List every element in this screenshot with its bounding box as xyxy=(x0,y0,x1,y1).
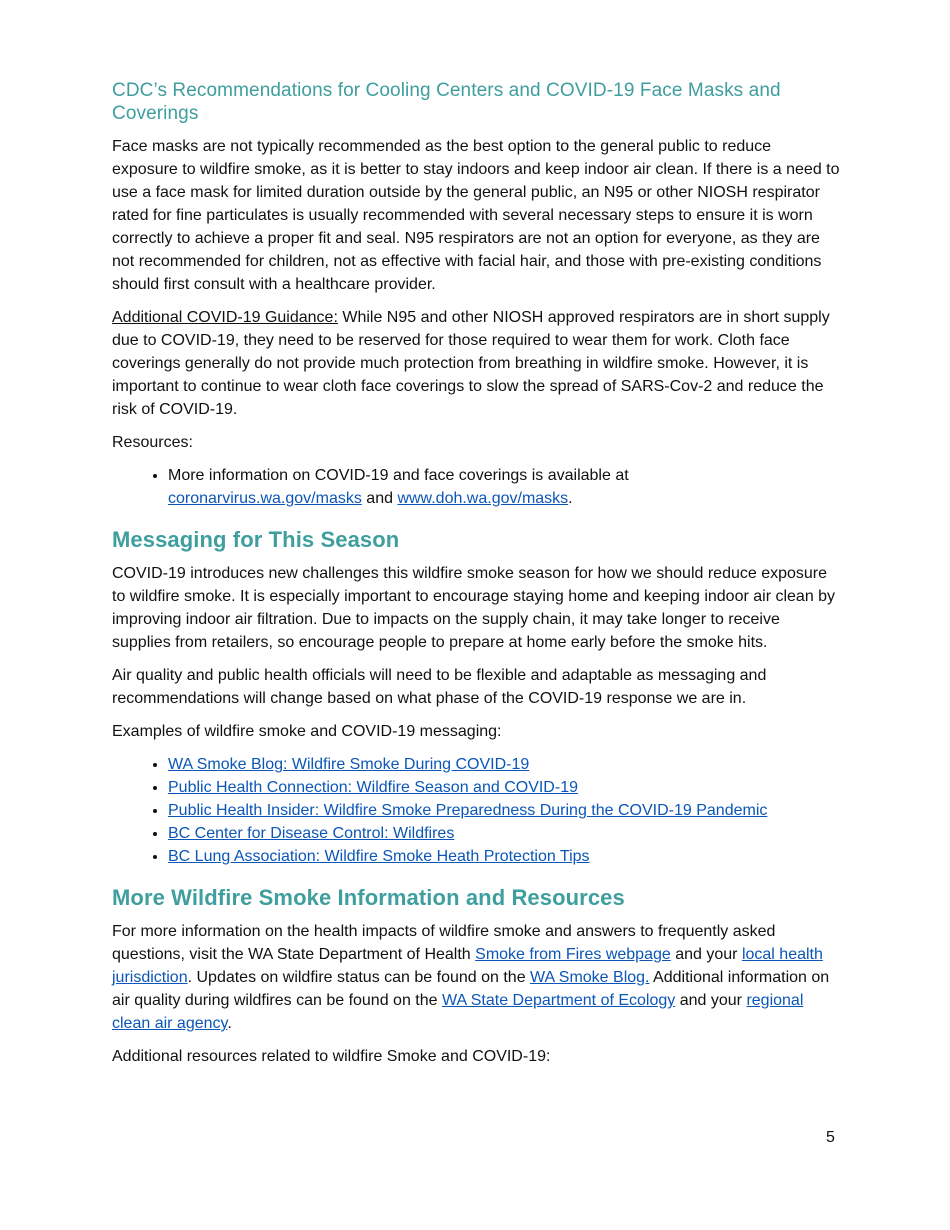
resources-label: Resources: xyxy=(112,434,193,451)
resource-and-text: and xyxy=(361,490,398,507)
more-info-paragraph xyxy=(112,920,840,1035)
list-item xyxy=(168,822,840,845)
more-info-text-a: For more information on the health impacts of wildfire smoke and answers to frequently asked questions, visit the WA State Department of Health xyxy=(112,923,776,963)
more-info-text-f: . xyxy=(227,1015,232,1032)
public-health-connection-link[interactable]: Public Health Connection: Wildfire Season and COVID-19 xyxy=(168,779,578,796)
messaging-paragraph-2: Air quality and public health officials will need to be flexible and adaptable as messaging and recommendations will change based on what phase of the COVID-19 response we are in. xyxy=(112,667,767,707)
wa-ecology-link[interactable]: WA State Department of Ecology xyxy=(441,992,676,1009)
additional-resources-label: Additional resources related to wildfire Smoke and COVID-19: xyxy=(112,1048,551,1065)
resource-item-text: More information on COVID-19 and face coverings is available at xyxy=(168,467,629,484)
resource-end-text: . xyxy=(568,490,573,507)
wa-smoke-blog-covid-link[interactable]: WA Smoke Blog: Wildfire Smoke During COVID-19 xyxy=(168,756,530,773)
doh-masks-link[interactable]: www.doh.wa.gov/masks xyxy=(397,490,569,507)
covid-guidance-paragraph xyxy=(112,306,840,421)
list-item xyxy=(168,776,840,799)
list-item xyxy=(168,845,840,868)
more-info-text-e: and your xyxy=(675,992,747,1009)
messaging-heading: Messaging for This Season xyxy=(112,527,400,552)
examples-label: Examples of wildfire smoke and COVID-19 messaging: xyxy=(112,723,502,740)
messaging-links-list xyxy=(112,753,840,868)
covid-guidance-label: Additional COVID-19 Guidance: xyxy=(112,309,338,326)
more-info-heading: More Wildfire Smoke Information and Resources xyxy=(112,885,625,910)
covid-guidance-text: While N95 and other NIOSH approved respirators are in short supply due to COVID-19, they need to be reserved for those required to wear them for work. Cloth face coverings generally do not provide much protection from breathing in wildfire smoke. However, it is important to continue to wear cloth face coverings to slow the spread of SARS-Cov-2 and reduce the risk of COVID-19. xyxy=(112,309,830,418)
face-masks-paragraph: Face masks are not typically recommended as the best option to the general public to reduce exposure to wildfire smoke, as it is better to stay indoors and keep indoor air clean. If there is a need to use a face mask for limited duration outside by the general public, an N95 or other NIOSH respirator rated for fine particulates is usually recommended with several necessary steps to ensure it is worn correctly to achieve a proper fit and seal. N95 respirators are not an option for everyone, as they are not recommended for children, not as effective with facial hair, and those with pre-existing conditions should first consult with a healthcare provider. xyxy=(112,138,840,293)
messaging-paragraph-1: COVID-19 introduces new challenges this wildfire smoke season for how we should reduce exposure to wildfire smoke. It is especially important to encourage staying home and keeping indoor air clean by improving indoor air filtration. Due to impacts on the supply chain, it may take longer to receive supplies from retailers, so encourage people to prepare at home early before the smoke hits. xyxy=(112,565,836,651)
bc-lung-association-link[interactable]: BC Lung Association: Wildfire Smoke Heath Protection Tips xyxy=(168,848,590,865)
document-page xyxy=(112,76,840,1078)
resources-list xyxy=(112,464,840,510)
page-number: 5 xyxy=(826,1129,835,1146)
public-health-insider-link[interactable]: Public Health Insider: Wildfire Smoke Preparedness During the COVID-19 Pandemic xyxy=(168,802,768,819)
more-info-text-b: and your xyxy=(670,946,742,963)
coronavirus-masks-link[interactable]: coronarvirus.wa.gov/masks xyxy=(168,490,362,507)
bc-cdc-wildfires-link[interactable]: BC Center for Disease Control: Wildfires xyxy=(168,825,455,842)
more-info-text-d: Additional information on air quality during wildfires can be found on the xyxy=(112,969,830,1009)
list-item xyxy=(168,799,840,822)
list-item xyxy=(168,753,840,776)
more-info-text-c: . Updates on wildfire status can be found on the xyxy=(187,969,531,986)
local-health-jurisdiction-link[interactable]: local health jurisdiction xyxy=(112,946,823,986)
regional-clean-air-link[interactable]: regional clean air agency xyxy=(112,992,804,1032)
list-item xyxy=(168,464,840,510)
cdc-recommendations-heading: CDC’s Recommendations for Cooling Centers and COVID-19 Face Masks and Coverings xyxy=(112,80,781,124)
smoke-from-fires-link[interactable]: Smoke from Fires webpage xyxy=(475,946,671,963)
wa-smoke-blog-link[interactable]: WA Smoke Blog. xyxy=(530,969,650,986)
